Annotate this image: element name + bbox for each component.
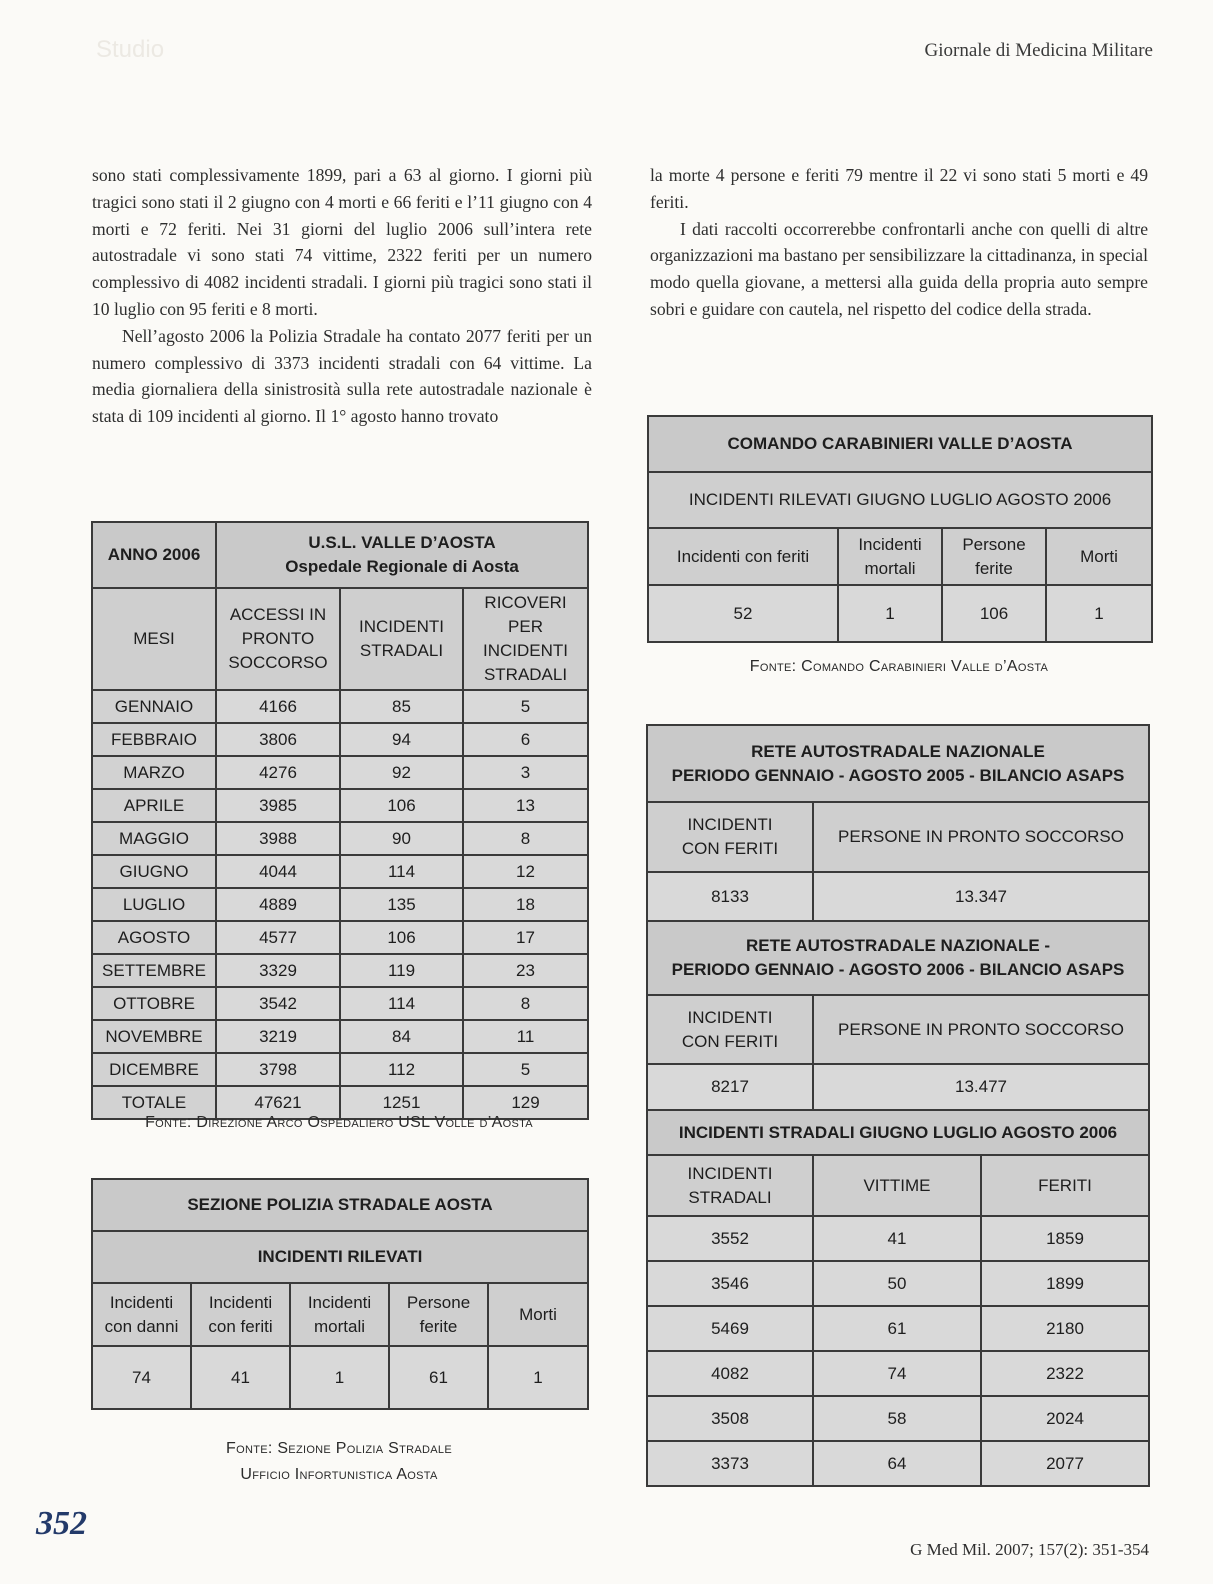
month-cell: DICEMBRE (92, 1053, 216, 1086)
title-line: PERIODO GENNAIO - AGOSTO 2005 - BILANCIO ASAPS (671, 765, 1125, 785)
table-cell: 3219 (216, 1020, 340, 1053)
table-cell: 3373 (647, 1441, 813, 1486)
col-header-ricoveri (463, 588, 588, 690)
table-cell: 50 (813, 1261, 981, 1306)
section-title (647, 921, 1149, 995)
usl-valle-daosta-table (91, 521, 589, 1120)
col-header: Incidenti con feriti (648, 528, 838, 585)
table-cell: 5 (463, 1053, 588, 1086)
table-row (92, 888, 588, 921)
month-cell: AGOSTO (92, 921, 216, 954)
paragraph: Nell’agosto 2006 la Polizia Stradale ha contato 2077 feriti per un numero complessivo di 3373 incidenti stradali con 64 vittime. La media giornaliera della sinistrosità sulla rete autostradale nazionale è stata di 109 incidenti al giorno. Il 1° agosto hanno trovato (92, 325, 592, 427)
left-column-text (92, 162, 592, 430)
year-label: ANNO 2006 (92, 522, 216, 588)
table-cell: 23 (463, 954, 588, 987)
paragraph: la morte 4 persone e feriti 79 mentre il 22 vi sono stati 5 morti e 49 feriti. (650, 165, 1148, 212)
col-header (488, 1283, 588, 1346)
carabinieri-table-source: Fonte: Comando Carabinieri Valle d’Aosta (749, 658, 1049, 675)
month-cell: MARZO (92, 756, 216, 789)
table-cell: 85 (340, 690, 463, 723)
table-cell: 4166 (216, 690, 340, 723)
col-header: FERITI (981, 1155, 1149, 1216)
table-cell: 61 (389, 1346, 488, 1409)
table-cell: 3542 (216, 987, 340, 1020)
header-line: INCIDENTI (359, 617, 444, 636)
table-cell: 64 (813, 1441, 981, 1486)
table-cell: 61 (813, 1306, 981, 1351)
table-cell: 18 (463, 888, 588, 921)
month-cell: GENNAIO (92, 690, 216, 723)
header-line: con danni (104, 1316, 179, 1336)
section-title: INCIDENTI STRADALI GIUGNO LUGLIO AGOSTO 2006 (647, 1110, 1149, 1155)
col-header (942, 528, 1046, 585)
title-line: U.S.L. VALLE D’AOSTA (308, 533, 496, 552)
table-cell: 3329 (216, 954, 340, 987)
col-header (290, 1283, 389, 1346)
title-line: RETE AUTOSTRADALE NAZIONALE (751, 741, 1045, 761)
header-line: CON FERITI (681, 839, 779, 858)
table-cell: 11 (463, 1020, 588, 1053)
paragraph: I dati raccolti occorrerebbe confrontarli anche con quelli di altre organizzazioni ma bastano per sensibilizzare la cittadinanza, in special modo quella giovane, a mettersi alla guida della propria auto sempre sobri e guidare con cautela, nel rispetto del codice della strada. (650, 218, 1148, 319)
table-cell: 1 (290, 1346, 389, 1409)
month-cell: LUGLIO (92, 888, 216, 921)
table-cell: 4082 (647, 1351, 813, 1396)
table-title: COMANDO CARABINIERI VALLE D’AOSTA (648, 416, 1152, 472)
right-column-text (650, 162, 1148, 323)
table-title: SEZIONE POLIZIA STRADALE AOSTA (92, 1179, 588, 1231)
col-header (647, 802, 813, 872)
table-cell: 84 (340, 1020, 463, 1053)
table-cell: 17 (463, 921, 588, 954)
table-cell: 58 (813, 1396, 981, 1441)
table-cell: 3552 (647, 1216, 813, 1261)
month-cell: APRILE (92, 789, 216, 822)
section-label: Studio (96, 36, 165, 63)
title-line: Ospedale Regionale di Aosta (285, 557, 519, 576)
table-cell: 13 (463, 789, 588, 822)
col-header: PERSONE IN PRONTO SOCCORSO (813, 995, 1149, 1064)
table-cell: 13.477 (813, 1064, 1149, 1110)
table-cell: 114 (340, 855, 463, 888)
table-row (92, 987, 588, 1020)
table-row (92, 1020, 588, 1053)
month-cell: OTTOBRE (92, 987, 216, 1020)
header-line: Persone (406, 1292, 471, 1312)
table-row (92, 756, 588, 789)
col-header: VITTIME (813, 1155, 981, 1216)
usl-table-source: Fonte: Direzione Arco Ospedaliero USL Volle d’Aosta (145, 1114, 533, 1131)
table-cell: 3806 (216, 723, 340, 756)
polizia-table-source (91, 1436, 587, 1488)
table-cell: 90 (340, 822, 463, 855)
table-subtitle: INCIDENTI RILEVATI GIUGNO LUGLIO AGOSTO 2006 (648, 472, 1152, 528)
table-row (647, 1396, 1149, 1441)
header-line: CON FERITI (681, 1031, 779, 1051)
header-line: RICOVERI PER (484, 593, 567, 636)
col-header-incidenti (340, 588, 463, 690)
table-cell: 3985 (216, 789, 340, 822)
col-header (838, 528, 942, 585)
table-cell: 5469 (647, 1306, 813, 1351)
month-cell: GIUGNO (92, 855, 216, 888)
table-row (647, 1216, 1149, 1261)
table-row (92, 723, 588, 756)
paragraph: sono stati complessivamente 1899, pari a 63 al giorno. I giorni più tragici sono stati il 2 giugno con 4 morti e 66 feriti e l’11 giugno con 4 morti e 72 feriti. Nei 31 giorni del luglio 2006 sull’intera rete autostradale vi sono stati 74 vittime, 2322 feriti per un numero complessivo di 4082 incidenti stradali. I giorni più tragici sono stati il 10 luglio con 95 feriti e 8 morti. (92, 165, 592, 319)
table-cell: 74 (92, 1346, 191, 1409)
header-line: SOCCORSO (228, 653, 328, 672)
col-header (647, 995, 813, 1064)
table-cell: 8 (463, 987, 588, 1020)
table-cell: 1859 (981, 1216, 1149, 1261)
citation: G Med Mil. 2007; 157(2): 351-354 (910, 1540, 1149, 1559)
title-line: RETE AUTOSTRADALE NAZIONALE - (745, 936, 1051, 955)
header-line: Incidenti (109, 1292, 174, 1312)
table-cell: 112 (340, 1053, 463, 1086)
table-cell: 2024 (981, 1396, 1149, 1441)
month-cell: FEBBRAIO (92, 723, 216, 756)
table-cell: 92 (340, 756, 463, 789)
table-row (92, 690, 588, 723)
title-line: PERIODO GENNAIO - AGOSTO 2006 - BILANCIO ASAPS (671, 960, 1125, 979)
table-cell: 4276 (216, 756, 340, 789)
table-row (92, 822, 588, 855)
table-row (647, 1351, 1149, 1396)
table-cell: 3546 (647, 1261, 813, 1306)
table-cell: 52 (648, 585, 838, 642)
table-cell: 12 (463, 855, 588, 888)
table-cell: 41 (191, 1346, 290, 1409)
header-line: con feriti (208, 1316, 273, 1336)
table-cell: 119 (340, 954, 463, 987)
header-line: Incidenti (307, 1292, 372, 1312)
table-cell: 5 (463, 690, 588, 723)
header-line: mortali (864, 558, 916, 578)
table-row (647, 1306, 1149, 1351)
carabinieri-table (647, 415, 1153, 643)
table-cell: 106 (340, 921, 463, 954)
header-line: INCIDENTI (687, 815, 773, 834)
col-header (191, 1283, 290, 1346)
table-cell: 1 (488, 1346, 588, 1409)
section-title (647, 725, 1149, 802)
col-header (647, 1155, 813, 1216)
table-cell: 106 (942, 585, 1046, 642)
table-cell: 114 (340, 987, 463, 1020)
month-cell: TOTALE (92, 1086, 216, 1119)
table-cell: 41 (813, 1216, 981, 1261)
rete-autostradale-table (646, 724, 1150, 1487)
table-cell: 106 (340, 789, 463, 822)
table-row (92, 855, 588, 888)
col-header: Morti (1046, 528, 1152, 585)
col-header-accessi (216, 588, 340, 690)
header-line: Morti (519, 1304, 557, 1324)
col-header (92, 1283, 191, 1346)
table-title (216, 522, 588, 588)
header-line: PRONTO (241, 629, 315, 648)
col-header (389, 1283, 488, 1346)
table-cell: 74 (813, 1351, 981, 1396)
header-line: Persone (962, 534, 1026, 554)
table-cell: 129 (463, 1086, 588, 1119)
header-line: STRADALI (359, 641, 444, 660)
table-cell: 3988 (216, 822, 340, 855)
table-row (647, 1441, 1149, 1486)
header-line: ACCESSI IN (229, 605, 327, 624)
table-cell: 1899 (981, 1261, 1149, 1306)
table-cell: 3798 (216, 1053, 340, 1086)
table-cell: 2180 (981, 1306, 1149, 1351)
table-cell: 8133 (647, 872, 813, 921)
col-header-mesi: MESI (92, 588, 216, 690)
table-cell: 1 (1046, 585, 1152, 642)
table-cell: 2077 (981, 1441, 1149, 1486)
table-cell: 6 (463, 723, 588, 756)
table-cell: 4889 (216, 888, 340, 921)
source-line: Fonte: Sezione Polizia Stradale (226, 1440, 452, 1457)
table-row (92, 954, 588, 987)
header-line: STRADALI (688, 1187, 772, 1207)
header-line: Incidenti (208, 1292, 273, 1312)
header-line: INCIDENTI (483, 641, 569, 660)
table-row (92, 921, 588, 954)
table-cell: 3508 (647, 1396, 813, 1441)
table-cell: 8 (463, 822, 588, 855)
table-row (92, 1053, 588, 1086)
table-cell: 3 (463, 756, 588, 789)
table-cell: 13.347 (813, 872, 1149, 921)
table-cell: 8217 (647, 1064, 813, 1110)
page-number: 352 (36, 1505, 87, 1542)
month-cell: MAGGIO (92, 822, 216, 855)
table-cell: 1 (838, 585, 942, 642)
table-row (647, 1261, 1149, 1306)
header-line: ferite (419, 1316, 458, 1336)
header-line: STRADALI (483, 665, 568, 684)
table-cell: 47621 (216, 1086, 340, 1119)
header-line: Incidenti (858, 534, 922, 554)
month-cell: NOVEMBRE (92, 1020, 216, 1053)
table-cell: 4044 (216, 855, 340, 888)
table-row (92, 789, 588, 822)
table-subtitle: INCIDENTI RILEVATI (92, 1231, 588, 1283)
header-line: mortali (313, 1316, 365, 1336)
col-header: PERSONE IN PRONTO SOCCORSO (813, 802, 1149, 872)
polizia-stradale-table (91, 1178, 589, 1410)
month-cell: SETTEMBRE (92, 954, 216, 987)
table-cell: 2322 (981, 1351, 1149, 1396)
header-line: INCIDENTI (687, 1163, 773, 1183)
source-line: Ufficio Infortunistica Aosta (240, 1466, 438, 1483)
journal-title: Giornale di Medicina Militare (924, 40, 1153, 61)
table-cell: 4577 (216, 921, 340, 954)
header-line: INCIDENTI (687, 1007, 773, 1027)
table-cell: 135 (340, 888, 463, 921)
table-cell: 1251 (340, 1086, 463, 1119)
header-line: ferite (975, 558, 1013, 578)
table-cell: 94 (340, 723, 463, 756)
